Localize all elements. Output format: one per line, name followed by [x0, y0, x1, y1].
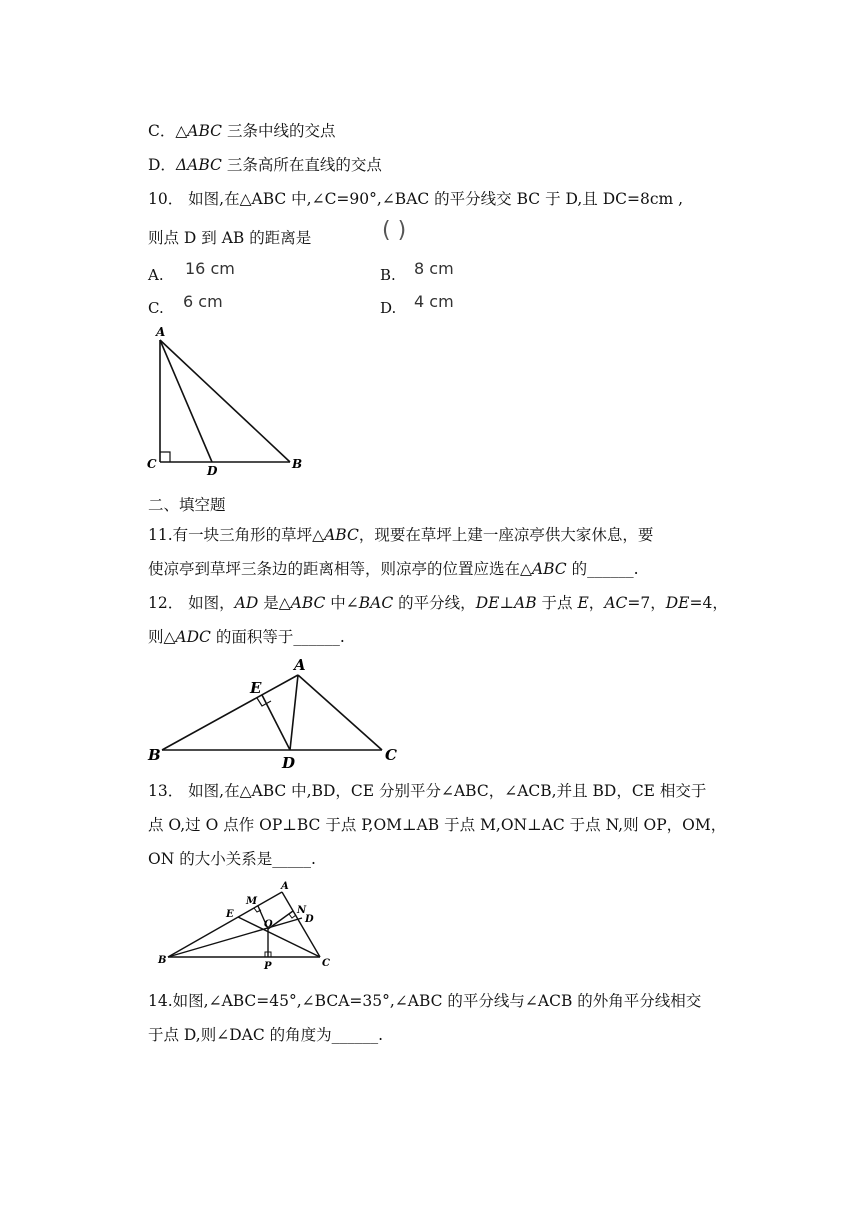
q12-e: E [577, 594, 589, 612]
q13-label-b: B [158, 955, 167, 966]
q12-ab: AB [514, 594, 537, 612]
q10-line1: 10． 如图,在△ABC 中,∠C=90°,∠BAC 的平分线交 BC 于 D,且 DC=8cm , [148, 190, 684, 208]
q11-blank: 的______. [566, 560, 639, 578]
q14-line1: 14.如图,∠ABC=45°,∠BCA=35°,∠ABC 的平分线与∠ACB 的外角平分线相交 [148, 992, 702, 1010]
q13-label-n: N [297, 905, 307, 916]
q12-abc: ABC [290, 594, 326, 612]
q14-line2: 于点 D,则∠DAC 的角度为______. [148, 1026, 384, 1044]
q13-label-e: E [226, 909, 234, 920]
q10-label-d: D [207, 464, 218, 478]
q12-t2: 是△ [258, 594, 291, 612]
q9-option-d-triangle: ΔABC [175, 156, 222, 174]
q12-label-c: C [385, 746, 397, 764]
q10-option-c-letter: C. [148, 299, 164, 317]
q11-text: 11.有一块三角形的草坪△ [148, 526, 325, 544]
q12-blank: 的面积等于______. [210, 628, 345, 646]
q10-option-d-letter: D. [380, 299, 397, 317]
q12-label-b: B [148, 746, 161, 764]
q10-line2: 则点 D 到 AB 的距离是 [148, 229, 312, 247]
q12-t7: ， [588, 594, 605, 612]
q13-line1: 13． 如图,在△ABC 中,BD，CE 分别平分∠ABC，∠ACB,并且 BD，CE 相交于 [148, 782, 707, 800]
q12-adc: ADC [175, 628, 211, 646]
q9-option-d-label: D． [148, 156, 176, 174]
q12-bac: BAC [358, 594, 394, 612]
q13-label-c: C [322, 958, 330, 969]
q13-label-o: O [264, 919, 273, 930]
q10-option-a-value: 16 cm [185, 259, 235, 278]
q13-line3: ON 的大小关系是_____. [148, 850, 316, 868]
q13-segment-bd [168, 918, 302, 957]
q13-label-a: A [281, 881, 289, 892]
q10-option-b-value: 8 cm [414, 259, 454, 278]
q12-de: DE [475, 594, 500, 612]
q9-option-c-text: 三条中线的交点 [226, 122, 336, 140]
q11-triangle2: ABC [531, 560, 567, 578]
q12-t3: 中∠ [325, 594, 359, 612]
q12-label-a: A [294, 656, 306, 674]
q10-label-c: C [147, 457, 157, 471]
q10-option-a-letter: A. [148, 266, 164, 284]
q11-text-cont: ，现要在草坪上建一座凉亭供大家休息，要 [358, 526, 654, 544]
q9-option-c-triangle: ABC [187, 122, 223, 140]
q12-label-d: D [282, 754, 296, 772]
q12-ac: AC [604, 594, 628, 612]
q12-t5: ⊥ [499, 594, 515, 612]
q13-label-p: P [264, 961, 272, 972]
q13-label-d: D [305, 914, 314, 925]
q12-t4: 的平分线， [393, 594, 476, 612]
q12-label-e: E [250, 679, 262, 697]
q9-option-d-text: 三条高所在直线的交点 [226, 156, 382, 174]
q13-line2: 点 O,过 O 点作 OP⊥BC 于点 P,OM⊥AB 于点 M,ON⊥AC 于点 N,则 OP，OM， [148, 816, 727, 834]
q12-ad: AD [234, 594, 259, 612]
q13-label-m: M [246, 896, 258, 907]
q10-option-b-letter: B. [380, 266, 396, 284]
q12-t6: 于点 [536, 594, 578, 612]
q12-l2a: 则△ [148, 628, 176, 646]
q12-de2: DE [665, 594, 690, 612]
q11-text2: 使凉亭到草坪三条边的距离相等，则凉亭的位置应选在△ [148, 560, 532, 578]
q10-option-d-value: 4 cm [414, 292, 454, 311]
q10-option-c-value: 6 cm [183, 292, 223, 311]
section-title: 二、填空题 [148, 496, 226, 514]
q10-answer-bracket: ( ) [382, 218, 407, 243]
q10-label-a: A [156, 325, 166, 339]
q9-option-c-label: C．△ [148, 122, 188, 140]
q10-label-b: B [292, 457, 303, 471]
q12-t8: =7， [627, 594, 666, 612]
q11-triangle: ABC [324, 526, 359, 544]
q12-t9: =4， [689, 594, 728, 612]
q12-t1: 12． 如图， [148, 594, 235, 612]
